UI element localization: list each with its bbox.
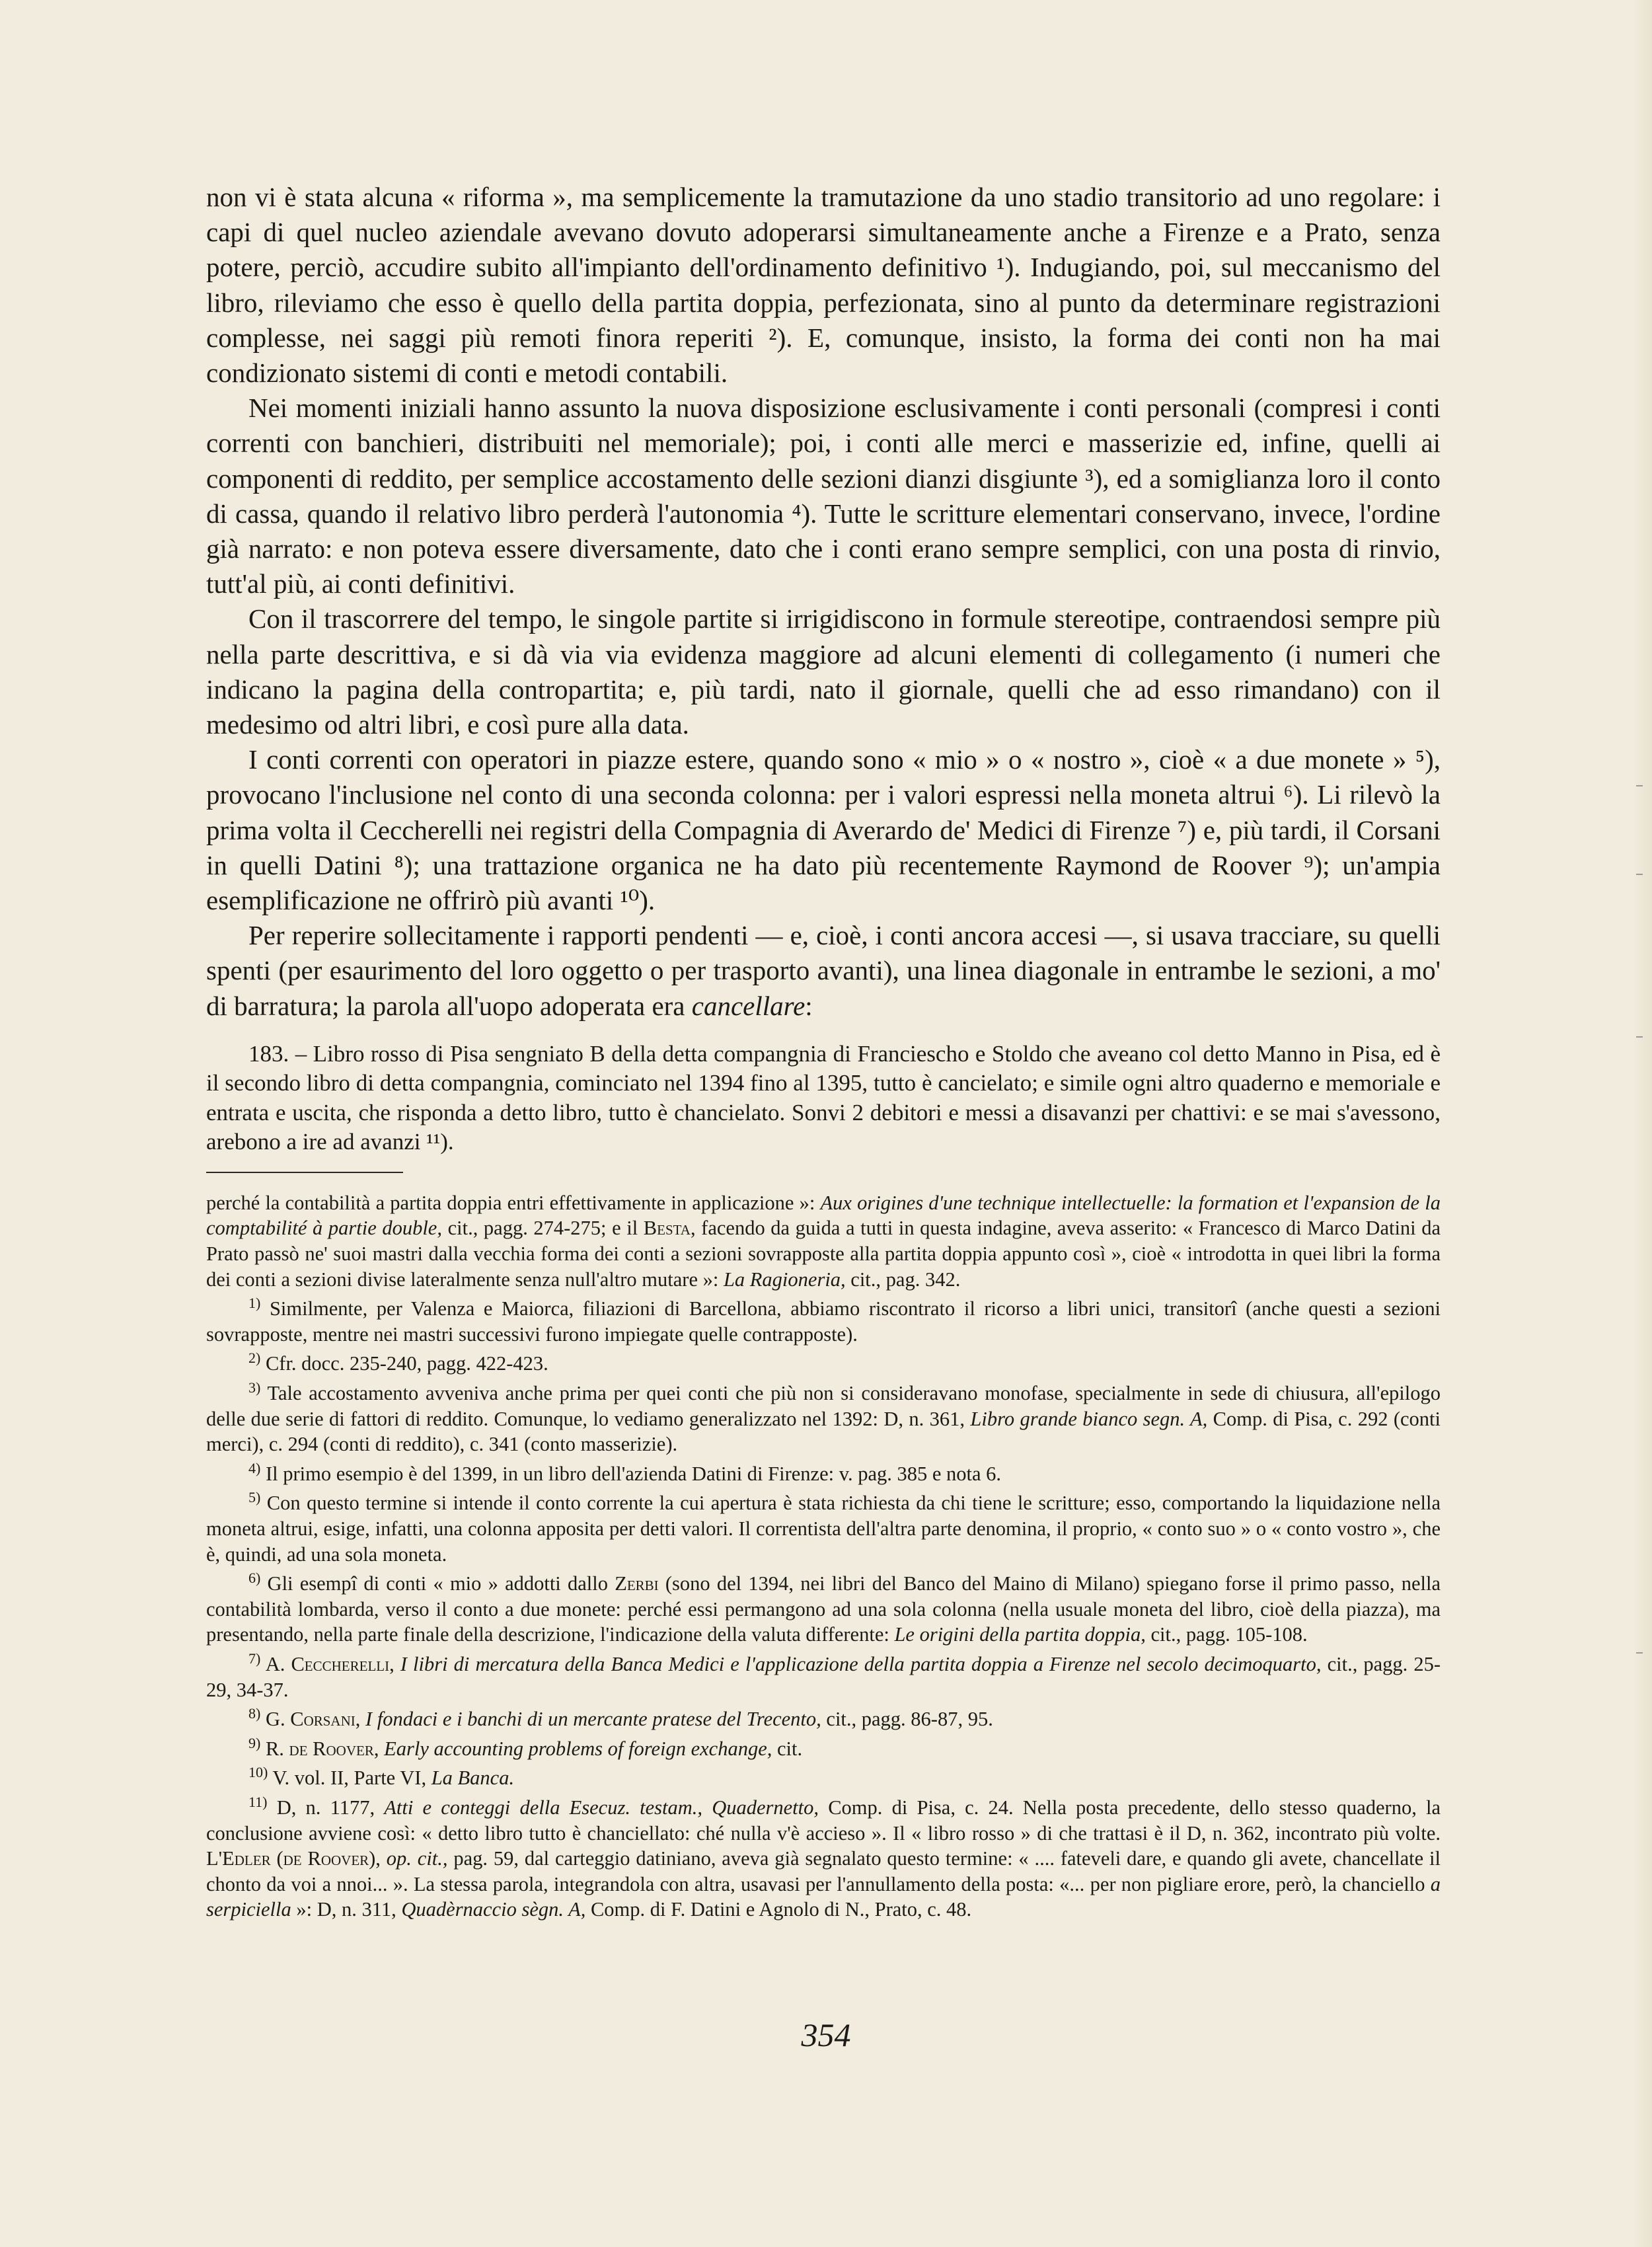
body-paragraph-2: Nei momenti iniziali hanno assunto la nuova disposizione esclusivamente i conti personali (compresi i conti correnti con banchieri, distribuiti nel memoriale); poi, i conti alle merci e masserizie ed, infine, quelli ai componenti di reddito, per semplice accostamento delle sezioni dianzi disgiunte ³), ed a somiglianza loro il conto di cassa, quando il relativo libro perderà l'autonomia ⁴). Tutte le scritture elementari conservano, invece, l'ordine già narrato: e non poteva essere diversamente, dato che i conti erano sempre semplici, con una posta di rinvio, tutt'al più, ai conti definitivi. [206,393,1441,599]
margin-mark [1636,1036,1643,1038]
footnote-divider [206,1172,403,1173]
page-number: 354 [801,2016,851,2053]
footnote-2: $^{2)}$ Cfr. docc. 235-240, pagg. 422-423. [248,1350,548,1375]
footnote-4: $^{4)}$ Il primo esempio è del 1399, in un libro dell'azienda Datini di Firenze: v. pag. 385 e nota 6. [248,1459,1002,1485]
page-edge [1632,0,1652,2247]
footnote-8: $^{8)}$ G. Corsani, I fondaci e i banchi di un mercante pratese del Trecento, cit., pagg. 86-87, 95. [248,1705,993,1731]
footnotes [206,1190,1441,1923]
footnote-5: $^{5)}$ Con questo termine si intende il conto corrente la cui apertura è stata richiesta da chi tiene le scritture; esso, comportando la liquidazione nella moneta altrui, esige, infatti, una colonna apposita per detti valori. Il correntista dell'altra parte denomina, il proprio, « conto suo » o « conto vostro », che è, quindi, ad una sola moneta. [206,1489,1441,1566]
page-body [206,180,1441,1926]
footnote-3: $^{3)}$ Tale accostamento avveniva anche prima per quei conti che più non si consideravano monofase, specialmente in sede di chiusura, all'epilogo delle due serie di fattori di reddito. Comunque, lo vediamo generalizzato nel 1392: D, n. 361, Libro grande bianco segn. A, Comp. di Pisa, c. 292 (conti merci), c. 294 (conti di reddito), c. 341 (conto masserizie). [206,1379,1441,1456]
body-paragraph-5 [206,918,1441,1024]
footnote-11: $^{11)}$ D, n. 1177, Atti e conteggi della Esecuz. testam., Quadernetto, Comp. di Pisa, c. 24. Nella posta precedente, dello stesso quaderno, la conclusione avviene così: « detto libro tutto è chanciellato: ché nulla v'è accieso ». Il « libro rosso » di che trattasi è il D, n. 362, incontrato più volte. L'Edler (de Roover), op. cit., pag. 59, dal carteggio datiniano, aveva già segnalato questo termine: « .... fateveli dare, e quando gli avete, chancellate il chonto da voi a nnoi... ». La stessa parola, integrandola con altra, usavasi per l'annullamento della posta: «... per non pigliare erore, però, la chanciello a serpiciella »: D, n. 311, Quadèrnaccio sègn. A, Comp. di F. Datini e Agnolo di N., Prato, c. 48. [206,1793,1441,1921]
footnote-7: $^{7)}$ A. Ceccherelli, I libri di mercatura della Banca Medici e l'applicazione della partita doppia a Firenze nel secolo decimoquarto, cit., pagg. 25-29, 34-37. [206,1650,1441,1701]
footnote-10: $^{10)}$ V. vol. II, Parte VI, La Banca. [248,1764,515,1790]
paragraph-5-text: Per reperire sollecitamente i rapporti pendenti — e, cioè, i conti ancora accesi —, si usava tracciare, su quelli spenti (per esaurimento del loro oggetto o per trasporto avanti), una linea diagonale in entrambe le sezioni, a mo' di barratura; la parola all'uopo adoperata era [206,920,1441,1021]
paragraph-5-italic-term: cancellare [691,990,806,1021]
body-paragraph-3: Con il trascorrere del tempo, le singole partite si irrigidiscono in formule stereotipe, contraendosi sempre più nella parte descrittiva, e si dà via via evidenza maggiore ad alcuni elementi di collegamento (i numeri che indicano la pagina della contropartita; e, più tardi, nato il giornale, quelli che ad esso rimandano) con il medesimo od altri libri, e così pure alla data. [206,603,1441,740]
footnote-continuation: perché la contabilità a partita doppia entri effettivamente in applicazione »: Aux origines d'une technique intellectuelle: la formation et l'expansion de la comptabilité à partie double, cit., pagg. 274-275; e il Besta, facendo da guida a tutti in questa indagine, aveva asserito: « Francesco di Marco Datini da Prato passò ne' suoi mastri dalla vecchia forma dei conti a sezioni sovrapposte alla partita doppia appunto così », cioè « introdotta in quei libri la forma dei conti a sezioni divise lateralmente senza null'altro mutare »: La Ragioneria, cit., pag. 342. [206,1191,1441,1291]
body-paragraph-4: I conti correnti con operatori in piazze estere, quando sono « mio » o « nostro », cioè « a due monete » ⁵), provocano l'inclusione nel conto di una seconda colonna: per i valori espressi nella moneta altrui ⁶). Li rilevò la prima volta il Ceccherelli nei registri della Compagnia di Averardo de' Medici di Firenze ⁷) e, più tardi, il Corsani in quelli Datini ⁸); una trattazione organica ne ha dato più recentemente Raymond de Roover ⁹); un'ampia esemplificazione ne offrirò più avanti ¹⁰). [206,744,1441,916]
footnote-9: $^{9)}$ R. de Roover, Early accounting problems of foreign exchange, cit. [248,1734,803,1760]
margin-mark [1636,785,1643,786]
footnote-6: $^{6)}$ Gli esempî di conti « mio » addotti dallo Zerbi (sono del 1394, nei libri del Banco del Maino di Milano) spiegano forse il primo passo, nella contabilità lombarda, verso il conto a due monete: perché essi permangono ad una sola colonna (nella usuale moneta del libro, cioè della piazza), ma presentando, nella parte finale della descrizione, l'indicazione della valuta differente: Le origini della partita doppia, cit., pagg. 105-108. [206,1570,1441,1646]
paragraph-5-end: : [805,990,813,1021]
footnote-1: $^{1)}$ Similmente, per Valenza e Maiorca, filiazioni di Barcellona, abbiamo riscontrato il ricorso a libri unici, transitorî (anche questi a sezioni sovrapposte, mentre nei mastri successivi furono impiegate quelle contrapposte). [206,1295,1441,1346]
document-quote: 183. – Libro rosso di Pisa sengniato B della detta compangnia di Franciescho e Stoldo che aveano col detto Manno in Pisa, ed è il secondo libro di detta compangnia, cominciato nel 1394 fino al 1395, tutto è cancielato; e simile ogni altro quaderno e memoriale e entrata e uscita, che risponda a detto libro, tutto è chancielato. Sonvi 2 debitori e messi a disavanzi per chattivi: e se mai s'avessono, arebono a ire ad avanzi ¹¹). [206,1040,1441,1155]
margin-mark [1636,1652,1643,1654]
margin-mark [1636,874,1643,875]
body-paragraph-1: non vi è stata alcuna « riforma », ma semplicemente la tramutazione da uno stadio transitorio ad uno regolare: i capi di quel nucleo aziendale avevano dovuto adoperarsi simultaneamente anche a Firenze e a Prato, senza potere, perciò, accudire subito all'impianto dell'ordinamento definitivo ¹). Indugiando, poi, sul meccanismo del libro, rileviamo che esso è quello della partita doppia, perfezionata, sino al punto da determinare registrazioni complesse, nei saggi più remoti finora reperiti ²). E, comunque, insisto, la forma dei conti non ha mai condizionato sistemi di conti e metodi contabili. [206,182,1441,389]
